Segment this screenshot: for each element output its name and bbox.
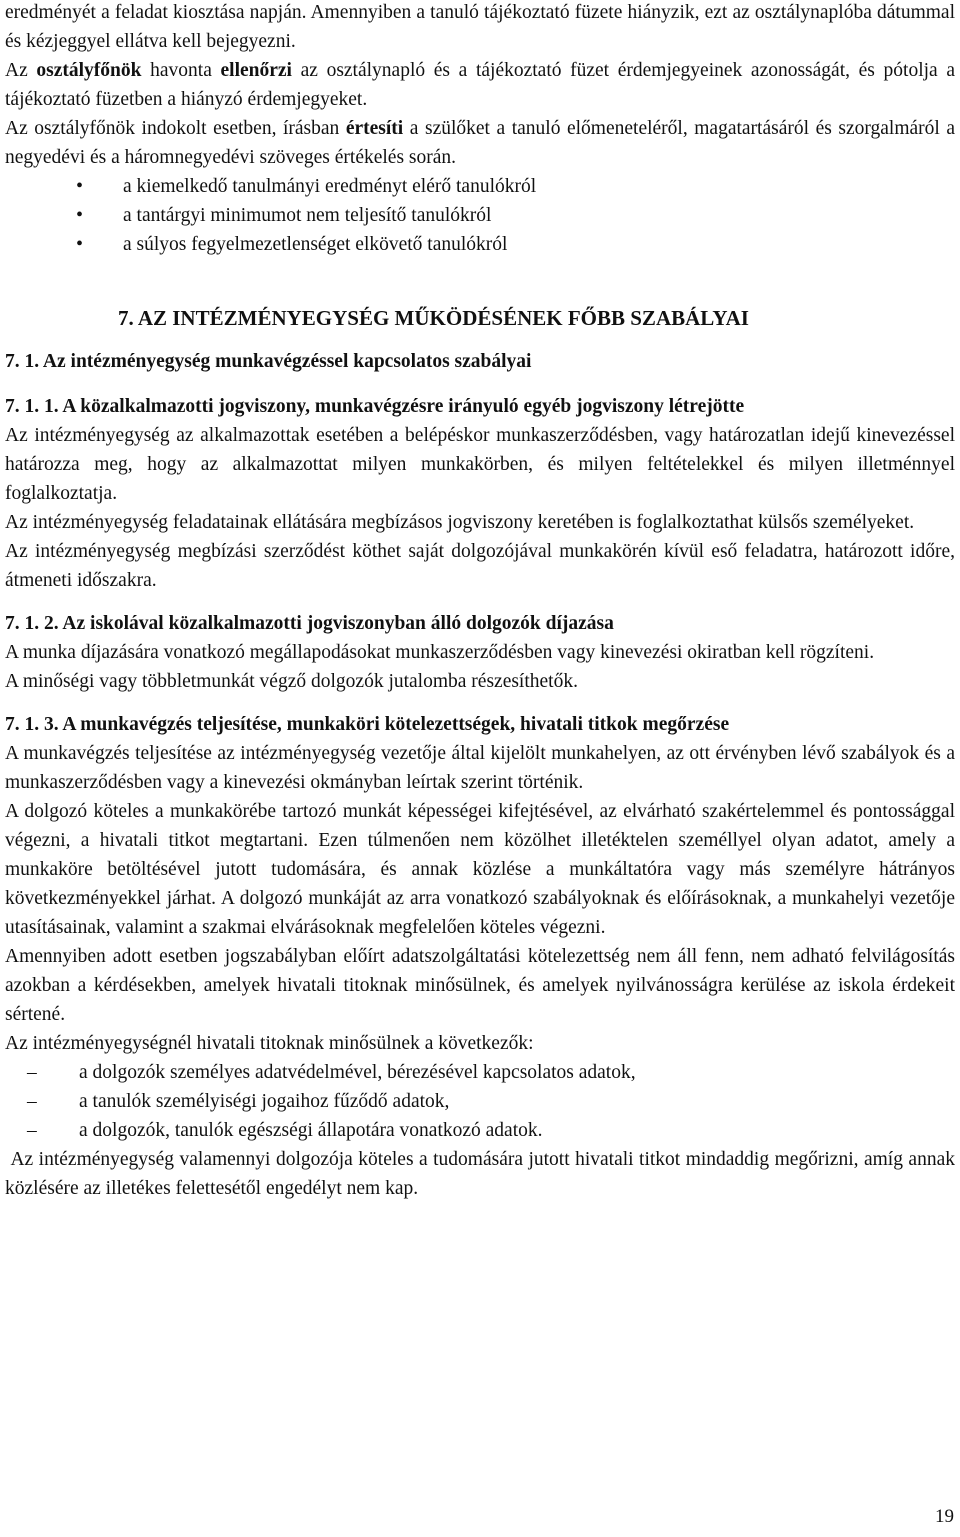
paragraph: Az intézményegység az alkalmazottak esetében a belépéskor munkaszerződésben, vagy határozatlan idejű kinevezéssel határozza meg, hogy az alkalmazottat milyen munkakörben, és milyen feltételekkel és milyen illetménnyel foglalkoztatja. xyxy=(5,425,955,504)
subsection-heading-711: 7. 1. 1. A közalkalmazotti jogviszony, munkavégzésre irányuló egyéb jogviszony létrejötte xyxy=(5,396,745,417)
paragraph: Amennyiben adott esetben jogszabályban előírt adatszolgáltatási kötelezettség nem áll fenn, nem adható felvilágosítás azokban a kérdésekben, amelyek hivatali titoknak minősülnek, és amelyek nyilvánosságra kerülése az iskola érdekeit sértené. xyxy=(5,946,955,1025)
subsection-heading-713: 7. 1. 3. A munkavégzés teljesítése, munkaköri kötelezettségek, hivatali titkok megőrzése xyxy=(5,714,730,735)
paragraph: A munkavégzés teljesítése az intézményegység vezetője által kijelölt munkahelyen, az ott érvényben lévő szabályok és a munkaszerződésben vagy a kinevezési okmányban leírtak szerint történik. xyxy=(5,743,955,793)
text-run: havonta xyxy=(141,60,221,81)
list-item: • a kiemelkedő tanulmányi eredményt elérő tanulókról xyxy=(5,172,955,201)
text-run: Az xyxy=(5,60,37,81)
text-run: Az osztályfőnök indokolt esetben, írásban xyxy=(5,118,346,139)
list-item: – a dolgozók, tanulók egészségi állapotára vonatkozó adatok. xyxy=(5,1116,955,1145)
bold-text-run: osztályfőnök xyxy=(36,60,142,81)
chapter-heading: 7. AZ INTÉZMÉNYEGYSÉG MŰKÖDÉSÉNEK FŐBB SZABÁLYAI xyxy=(118,306,749,330)
paragraph-intro-1: eredményét a feladat kiosztása napján. Amennyiben a tanuló tájékoztató füzete hiányzik, ezt az osztálynaplóba dátummal és kézjeggyel ellátva kell bejegyezni. xyxy=(5,2,955,52)
paragraph-intro-2 xyxy=(5,56,955,114)
bullet-list xyxy=(5,172,955,259)
list-item: – a dolgozók személyes adatvédelmével, bérezésével kapcsolatos adatok, xyxy=(5,1058,955,1087)
dash-list xyxy=(5,1058,955,1145)
text-run: az osztálynapló és a tájékoztató füzet érdemjegyeinek azonosságát, és pótolja a tájékoztató füzetben a hiányzó érdemjegyeket. xyxy=(5,60,955,110)
bold-text-run: értesíti xyxy=(345,118,404,139)
paragraph-intro-3 xyxy=(5,114,955,172)
bold-text-run: ellenőrzi xyxy=(220,60,292,81)
paragraph: A munka díjazására vonatkozó megállapodásokat munkaszerződésben vagy kinevezési okiratban kell rögzíteni. xyxy=(5,642,875,663)
paragraph: A dolgozó köteles a munkakörébe tartozó munkát képességei kifejtésével, az elvárható szakértelemmel és pontossággal végezni, a hivatali titkot megtartani. Ezen túlmenően nem közölhet illetéktelen személlyel olyan adatot, amely a munkaköre betöltésével jutott tudomására, és annak közlése a munkáltatóra vagy más személyre hátrányos következményekkel járhat. A dolgozó munkáját az arra vonatkozó szabályoknak és előírásoknak, a munkahelyi vezetője utasításainak, valamint a szakmai elvárásoknak megfelelően köteles végezni. xyxy=(5,801,955,938)
paragraph: Az intézményegység valamennyi dolgozója köteles a tudomására jutott hivatali titkot mindaddig megőrizni, amíg annak közlésére az illetékes felettesétől engedélyt nem kap. xyxy=(5,1149,960,1199)
document-page xyxy=(5,0,960,1203)
subsection-heading-712: 7. 1. 2. Az iskolával közalkalmazotti jogviszonyban álló dolgozók díjazása xyxy=(5,613,614,634)
list-item: – a tanulók személyiségi jogaihoz fűződő adatok, xyxy=(5,1087,955,1116)
list-item: • a súlyos fegyelmezetlenséget elkövető tanulókról xyxy=(5,230,955,259)
section-heading: 7. 1. Az intézményegység munkavégzéssel kapcsolatos szabályai xyxy=(5,351,532,372)
paragraph: Az intézményegység megbízási szerződést köthet saját dolgozójával munkakörén kívül eső feladatra, határozott időre, átmeneti időszakra. xyxy=(5,541,955,591)
paragraph: Az intézményegység feladatainak ellátására megbízásos jogviszony keretében is foglalkoztathat külsős személyeket. xyxy=(5,512,915,533)
paragraph: A minőségi vagy többletmunkát végző dolgozók jutalomba részesíthetők. xyxy=(5,671,578,692)
paragraph: Az intézményegységnél hivatali titoknak minősülnek a következők: xyxy=(5,1033,534,1054)
page-number: 19 xyxy=(935,1506,954,1527)
list-item: • a tantárgyi minimumot nem teljesítő tanulókról xyxy=(5,201,955,230)
text-run: a szülőket a tanuló előmeneteléről, magatartásáról és szorgalmáról a negyedévi és a háromnegyedévi szöveges értékelés során. xyxy=(5,118,955,168)
